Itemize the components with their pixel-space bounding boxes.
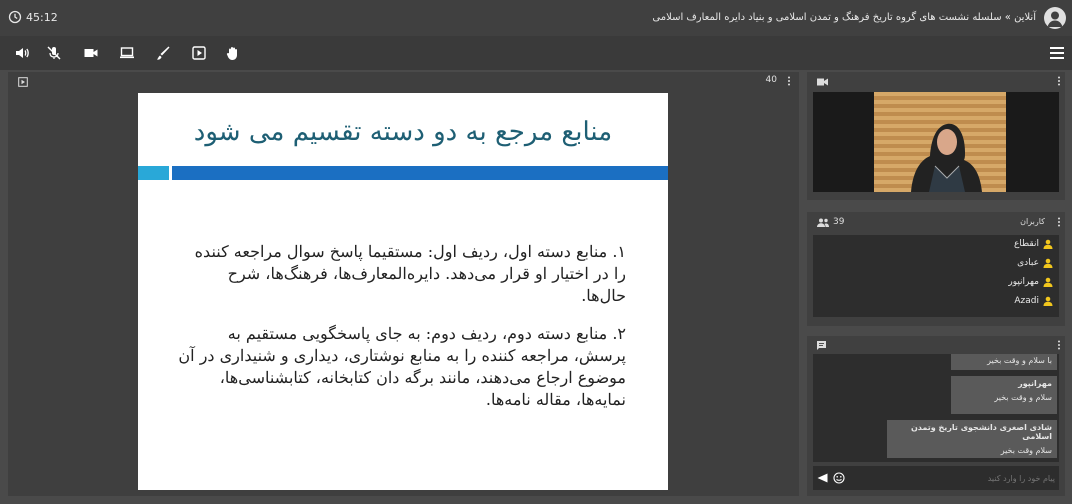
camera-icon: [83, 45, 99, 61]
presentation-icon: [191, 45, 207, 61]
mic-muted-icon: [46, 45, 62, 61]
video-camera-icon: [817, 77, 829, 87]
pen-icon: [155, 45, 171, 61]
user-name: انقطاع: [1013, 239, 1039, 249]
chat-message: [951, 354, 1057, 370]
user-icon: [1044, 7, 1066, 29]
user-icon: [1043, 296, 1053, 306]
user-icon: [1043, 258, 1053, 268]
more-options-icon[interactable]: [787, 76, 791, 86]
chat-input-bar: [813, 466, 1059, 490]
page-title: آنلاین » سلسله نشست های گروه تاریخ فرهنگ و تمدن اسلامی و بنیاد دایره المعارف اسلامی: [652, 12, 1036, 23]
user-icon: [1043, 277, 1053, 287]
user-row[interactable]: [1008, 273, 1053, 291]
emoji-icon[interactable]: [833, 472, 845, 484]
screen-share-icon: [119, 45, 135, 61]
session-timer: [8, 10, 58, 24]
webcam-video[interactable]: [813, 92, 1059, 192]
users-count: 39: [833, 217, 845, 227]
clock-icon: [8, 10, 22, 24]
more-options-icon[interactable]: [1057, 340, 1061, 350]
menu-button[interactable]: [1048, 45, 1066, 61]
user-row[interactable]: [1014, 235, 1053, 253]
slide-number: 40: [765, 75, 777, 85]
chat-panel-header: [807, 336, 1065, 356]
chat-message-author: مهرانپور: [1018, 379, 1052, 388]
speaker-icon: [14, 45, 30, 61]
send-icon[interactable]: [817, 473, 828, 483]
speaker-video-feed: [813, 92, 1059, 192]
top-bar: [0, 0, 1072, 36]
presentation-small-icon[interactable]: [18, 77, 28, 87]
chat-icon: [816, 340, 827, 351]
slide-accent-bar-light: [138, 166, 169, 180]
slide-item-1: ۱. منابع دسته اول، ردیف اول: مستقیما پاسخ سوال مراجعه کننده را در اختیار او قرار می‌دهد. دایره‌المعارف‌ها، فرهنگ‌ها، شرح حال‌ها.: [194, 242, 626, 305]
hand-raise-icon: [225, 45, 241, 61]
chat-input[interactable]: [855, 470, 1055, 486]
presentation-panel: [8, 72, 799, 496]
slide-title: منابع مرجع به دو دسته تقسیم می شود: [193, 117, 613, 147]
chat-message: [951, 376, 1057, 414]
more-options-icon[interactable]: [1057, 76, 1061, 86]
video-panel-header: [807, 72, 1065, 92]
avatar[interactable]: [1044, 7, 1066, 29]
user-name: Azadi: [1014, 296, 1039, 306]
screen-share-button[interactable]: [118, 44, 136, 62]
users-list: [813, 235, 1059, 317]
chat-message-text: سلام و وقت بخیر: [994, 393, 1052, 402]
video-panel: [807, 72, 1065, 200]
users-panel-title: کاربران: [1020, 217, 1045, 226]
users-panel-header: [807, 212, 1065, 232]
slide-accent-bar-dark: [172, 166, 668, 180]
more-options-icon[interactable]: [1057, 217, 1061, 227]
hand-raise-button[interactable]: [224, 44, 242, 62]
chat-message-text: سلام وقت بخیر: [1000, 446, 1052, 455]
users-group-icon: [816, 218, 830, 227]
chat-message-author: شادی اصغری دانشجوی تاریخ وتمدن اسلامی: [910, 423, 1052, 441]
toolbar: [0, 36, 1072, 70]
users-panel: [807, 212, 1065, 326]
speaker-button[interactable]: [13, 44, 31, 62]
hamburger-menu-icon: [1048, 45, 1066, 61]
user-name: عبادی: [1017, 258, 1039, 268]
pen-button[interactable]: [154, 44, 172, 62]
user-icon: [1043, 239, 1053, 249]
slide-item-2: ۲. منابع دسته دوم، ردیف دوم: به جای پاسخگویی مستقیم به پرسش، مراجعه کننده را به منابع نوشتاری، دیداری و شنیداری در آن موضوع ارجاع می‌دهند، مانند برگه دان کتابخانه، کتابشناسی‌ها، نمایه‌ها، مقاله نامه‌ها.: [178, 324, 626, 409]
chat-message-text: با سلام و وقت بخیر: [987, 356, 1052, 365]
chat-messages: [813, 354, 1059, 462]
timer-text: 45:12: [26, 10, 58, 24]
mic-button[interactable]: [45, 44, 63, 62]
chat-message: [887, 420, 1057, 458]
camera-button[interactable]: [82, 44, 100, 62]
chat-panel: [807, 336, 1065, 496]
user-name: مهرانپور: [1008, 277, 1039, 287]
user-row[interactable]: [1017, 254, 1053, 272]
presentation-button[interactable]: [190, 44, 208, 62]
user-row[interactable]: [1014, 292, 1053, 310]
slide: [138, 93, 668, 490]
